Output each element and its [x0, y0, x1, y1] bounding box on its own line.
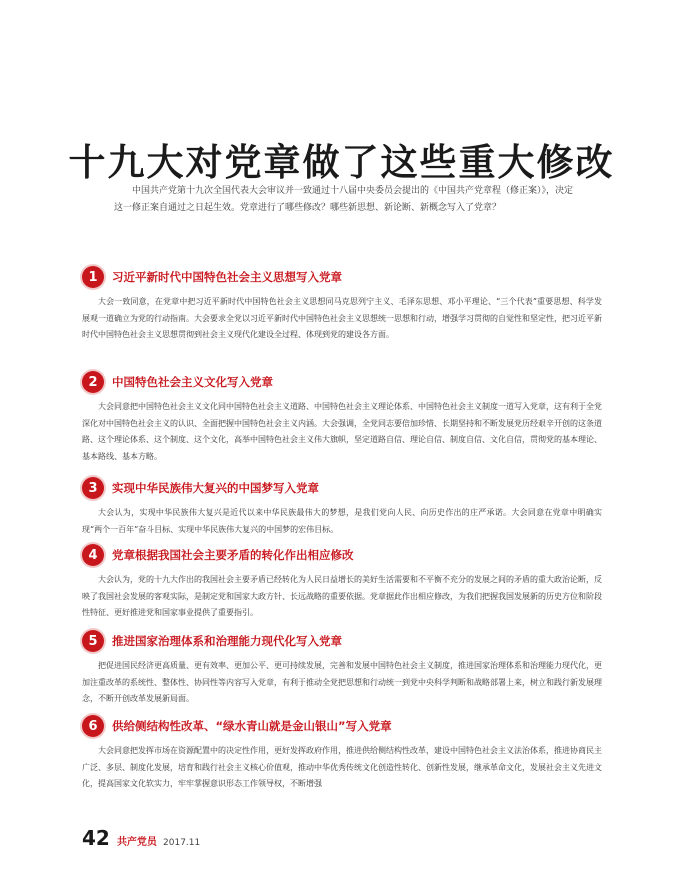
section-heading: [82, 714, 602, 740]
section-number-badge: 1: [82, 266, 104, 288]
section-body: 大会同意把发挥市场在资源配置中的决定性作用，更好发挥政府作用，推进供给侧结构性改革，建设中国特色社会主义法治体系，推进协商民主广泛、多层、制度化发展，培育和践行社会主义核心价值观，推动中华优秀传统文化创造性转化、创新性发展，继承革命文化，发展社会主义先进文化，提高国家文化软实力，牢牢掌握意识形态工作领导权，不断增强: [82, 746, 602, 788]
intro-paragraph: 中国共产党第十九次全国代表大会审议并一致通过十八届中央委员会提出的《中国共产党章程（修正案）》，决定这一修正案自通过之日起生效。党章进行了哪些修改？哪些新思想、新论断、新概念写入了党章？: [114, 186, 574, 213]
section-body: 大会一致同意，在党章中把习近平新时代中国特色社会主义思想同马克思列宁主义、毛泽东思想、邓小平理论、“三个代表”重要思想、科学发展观一道确立为党的行动指南。大会要求全党以习近平新时代中国特色社会主义思想统一思想和行动，增强学习贯彻的自觉性和坚定性，把习近平新时代中国特色社会主义思想贯彻到社会主义现代化建设全过程、体现到党的建设各方面。: [82, 297, 602, 339]
section-number-badge: 6: [82, 715, 104, 737]
page-number: 42: [82, 826, 110, 850]
section-heading: [82, 543, 602, 569]
section-heading: [82, 629, 602, 655]
section-heading: [82, 370, 602, 396]
section-heading: [82, 476, 602, 502]
section-title: 实现中华民族伟大复兴的中国梦写入党章: [112, 481, 319, 495]
page-title: 十九大对党章做了这些重大修改: [68, 140, 615, 184]
section-body: 大会认为，实现中华民族伟大复兴是近代以来中华民族最伟大的梦想，是我们党向人民、向历史作出的庄严承诺。大会同意在党章中明确实现“两个一百年”奋斗目标、实现中华民族伟大复兴的中国梦的宏伟目标。: [82, 508, 602, 534]
section-number-badge: 3: [82, 477, 104, 499]
issue-date: 2017.11: [163, 838, 201, 848]
section-4: [82, 543, 602, 622]
section-3: [82, 476, 602, 538]
magazine-name: 共产党员: [116, 837, 157, 848]
section-title: 推进国家治理体系和治理能力现代化写入党章: [112, 634, 342, 648]
section-title: 中国特色社会主义文化写入党章: [112, 375, 273, 389]
section-title: 党章根据我国社会主要矛盾的转化作出相应修改: [112, 548, 354, 562]
section-1: [82, 265, 602, 344]
section-heading: [82, 265, 602, 291]
section-2: [82, 370, 602, 465]
section-6: [82, 714, 602, 793]
section-number-badge: 4: [82, 544, 104, 566]
section-body: 大会同意把中国特色社会主义文化同中国特色社会主义道路、中国特色社会主义理论体系、中国特色社会主义制度一道写入党章，这有利于全党深化对中国特色社会主义的认识、全面把握中国特色社会主义内涵。大会强调，全党同志要倍加珍惜、长期坚持和不断发展党历经艰辛开创的这条道路、这个理论体系、这个制度、这个文化，高举中国特色社会主义伟大旗帜，坚定道路自信、理论自信、制度自信、文化自信，贯彻党的基本理论、基本路线、基本方略。: [82, 402, 602, 461]
section-5: [82, 629, 602, 708]
section-title: 供给侧结构性改革、“绿水青山就是金山银山”写入党章: [112, 719, 392, 733]
section-title: 习近平新时代中国特色社会主义思想写入党章: [112, 270, 342, 284]
section-body: 大会认为，党的十九大作出的我国社会主要矛盾已经转化为人民日益增长的美好生活需要和不平衡不充分的发展之间的矛盾的重大政治论断，反映了我国社会发展的客观实际，是制定党和国家大政方针、长远战略的重要依据。党章据此作出相应修改，为我们把握我国发展新的历史方位和阶段性特征、更好推进党和国家事业提供了重要指引。: [82, 575, 602, 617]
section-body: 把促进国民经济更高质量、更有效率、更加公平、更可持续发展，完善和发展中国特色社会主义制度，推进国家治理体系和治理能力现代化，更加注重改革的系统性、整体性、协同性等内容写入党章，有利于推动全党把思想和行动统一到党中央科学判断和战略部署上来，树立和践行新发展理念，不断开创改革发展新局面。: [82, 661, 602, 703]
page-footer: [82, 826, 200, 850]
section-number-badge: 5: [82, 630, 104, 652]
section-number-badge: 2: [82, 371, 104, 393]
